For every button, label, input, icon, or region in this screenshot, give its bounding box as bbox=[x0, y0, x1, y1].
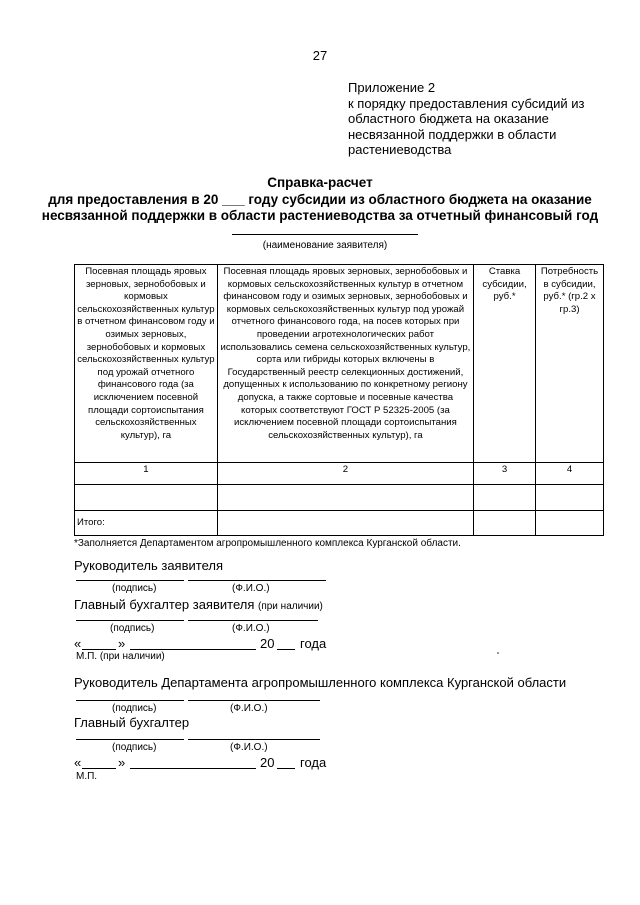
signature-caption: (подпись) bbox=[112, 703, 157, 714]
day-line bbox=[82, 649, 116, 650]
year-prefix: 20 bbox=[260, 636, 275, 651]
signature-line bbox=[76, 620, 184, 621]
table-cell bbox=[217, 485, 473, 511]
day-line bbox=[82, 768, 116, 769]
applicant-name-line bbox=[232, 234, 418, 235]
fio-caption: (Ф.И.О.) bbox=[230, 703, 268, 714]
table-cell bbox=[536, 511, 604, 536]
signature-line bbox=[76, 739, 184, 740]
applicant-head-label: Руководитель заявителя bbox=[74, 558, 223, 573]
fio-line bbox=[188, 580, 326, 581]
page-number: 27 bbox=[312, 48, 328, 63]
signature-line bbox=[76, 700, 184, 701]
fio-line bbox=[188, 700, 320, 701]
year-prefix: 20 bbox=[260, 755, 275, 770]
header-cell-3: Ставка субсидии, руб.* bbox=[474, 265, 536, 463]
applicant-caption: (наименование заявителя) bbox=[262, 240, 388, 251]
appendix-title: Приложение 2 bbox=[348, 80, 436, 95]
stamp-if-any: М.П. (при наличии) bbox=[76, 651, 165, 662]
table-header-row bbox=[75, 265, 604, 463]
header-cell-4: Потребность в субсидии, руб.* (гр.2 х гр.3) bbox=[536, 265, 604, 463]
table-row bbox=[75, 485, 604, 511]
year-word: года bbox=[300, 755, 327, 770]
signature-caption: (подпись) bbox=[112, 583, 157, 594]
header-cell-2: Посевная площадь яровых зерновых, зернобобовых и кормовых сельскохозяйственных культур в отчетном финансовом году и озимых зерновых, зернобобовых и кормовых сельскохозяйственных культур под урожай отчетного финансового года, на посев которых при проведении агротехнологических работ использовались семена сельскохозяйственных культур, сорта или гибриды которых включены в Государственный реестр селекционных достижений, допущенных к использованию по конкретному региону допуска, а также сортовые и посевные качества которых соответствуют ГОСТ Р 52325-2005 (за исключением посевной площади сортоиспытания сельскохозяйственных культур), га bbox=[217, 265, 473, 463]
stamp: М.П. bbox=[76, 771, 98, 782]
chief-accountant-applicant-text: Главный бухгалтер заявителя bbox=[74, 597, 255, 612]
if-any-note: (при наличии) bbox=[258, 601, 323, 612]
appendix-block bbox=[348, 80, 608, 158]
signature-line bbox=[76, 580, 184, 581]
fio-caption: (Ф.И.О.) bbox=[232, 583, 270, 594]
table-cell bbox=[217, 511, 473, 536]
table-cell bbox=[75, 485, 218, 511]
subsidy-table bbox=[74, 264, 604, 536]
column-number: 4 bbox=[536, 463, 604, 485]
year-word: года bbox=[300, 636, 327, 651]
chief-accountant-applicant-label bbox=[74, 597, 323, 612]
month-line bbox=[130, 768, 256, 769]
department-head-label: Руководитель Департамента агропромышленного комплекса Курганской области bbox=[74, 675, 567, 690]
document-subtitle-line1: для предоставления в 20 ___ году субсидии из областного бюджета на оказание bbox=[48, 192, 592, 207]
appendix-line: областного бюджета на оказание bbox=[348, 111, 549, 126]
date-open-quote: « bbox=[74, 636, 82, 651]
fio-line bbox=[188, 739, 320, 740]
column-number: 3 bbox=[474, 463, 536, 485]
fio-caption: (Ф.И.О.) bbox=[230, 742, 268, 753]
appendix-line: к порядку предоставления субсидий из bbox=[348, 95, 585, 111]
appendix-line: несвязанной поддержки в области bbox=[348, 126, 557, 142]
date-open-quote: « bbox=[74, 755, 82, 770]
total-label: Итого: bbox=[75, 511, 218, 536]
chief-accountant-label: Главный бухгалтер bbox=[74, 715, 190, 730]
signature-caption: (подпись) bbox=[110, 623, 155, 634]
table-cell bbox=[536, 485, 604, 511]
document-title: Справка-расчет bbox=[267, 175, 373, 190]
appendix-line: растениеводства bbox=[348, 142, 452, 157]
table-cell bbox=[474, 485, 536, 511]
scan-speck bbox=[497, 652, 499, 654]
column-number-row bbox=[75, 463, 604, 485]
table-cell bbox=[474, 511, 536, 536]
month-line bbox=[130, 649, 256, 650]
year-line bbox=[277, 649, 295, 650]
column-number: 1 bbox=[75, 463, 218, 485]
header-cell-1: Посевная площадь яровых зерновых, зернобобовых и кормовых сельскохозяйственных культур в отчетном финансовом году и озимых зерновых, зернобобовых и кормовых сельскохозяйственных культур под урожай отчетного финансового года (за исключением посевной площади сортоиспытания сельскохозяйственных культур), га bbox=[75, 265, 218, 463]
column-number: 2 bbox=[217, 463, 473, 485]
fio-line bbox=[188, 620, 318, 621]
date-close-quote: » bbox=[118, 755, 126, 770]
date-close-quote: » bbox=[118, 636, 126, 651]
document-subtitle-line2: несвязанной поддержки в области растениеводства за отчетный финансовый год bbox=[41, 208, 599, 223]
year-line bbox=[277, 768, 295, 769]
footnote: *Заполняется Департаментом агропромышленного комплекса Курганской области. bbox=[74, 538, 461, 549]
total-row bbox=[75, 511, 604, 536]
signature-caption: (подпись) bbox=[112, 742, 157, 753]
fio-caption: (Ф.И.О.) bbox=[232, 623, 270, 634]
